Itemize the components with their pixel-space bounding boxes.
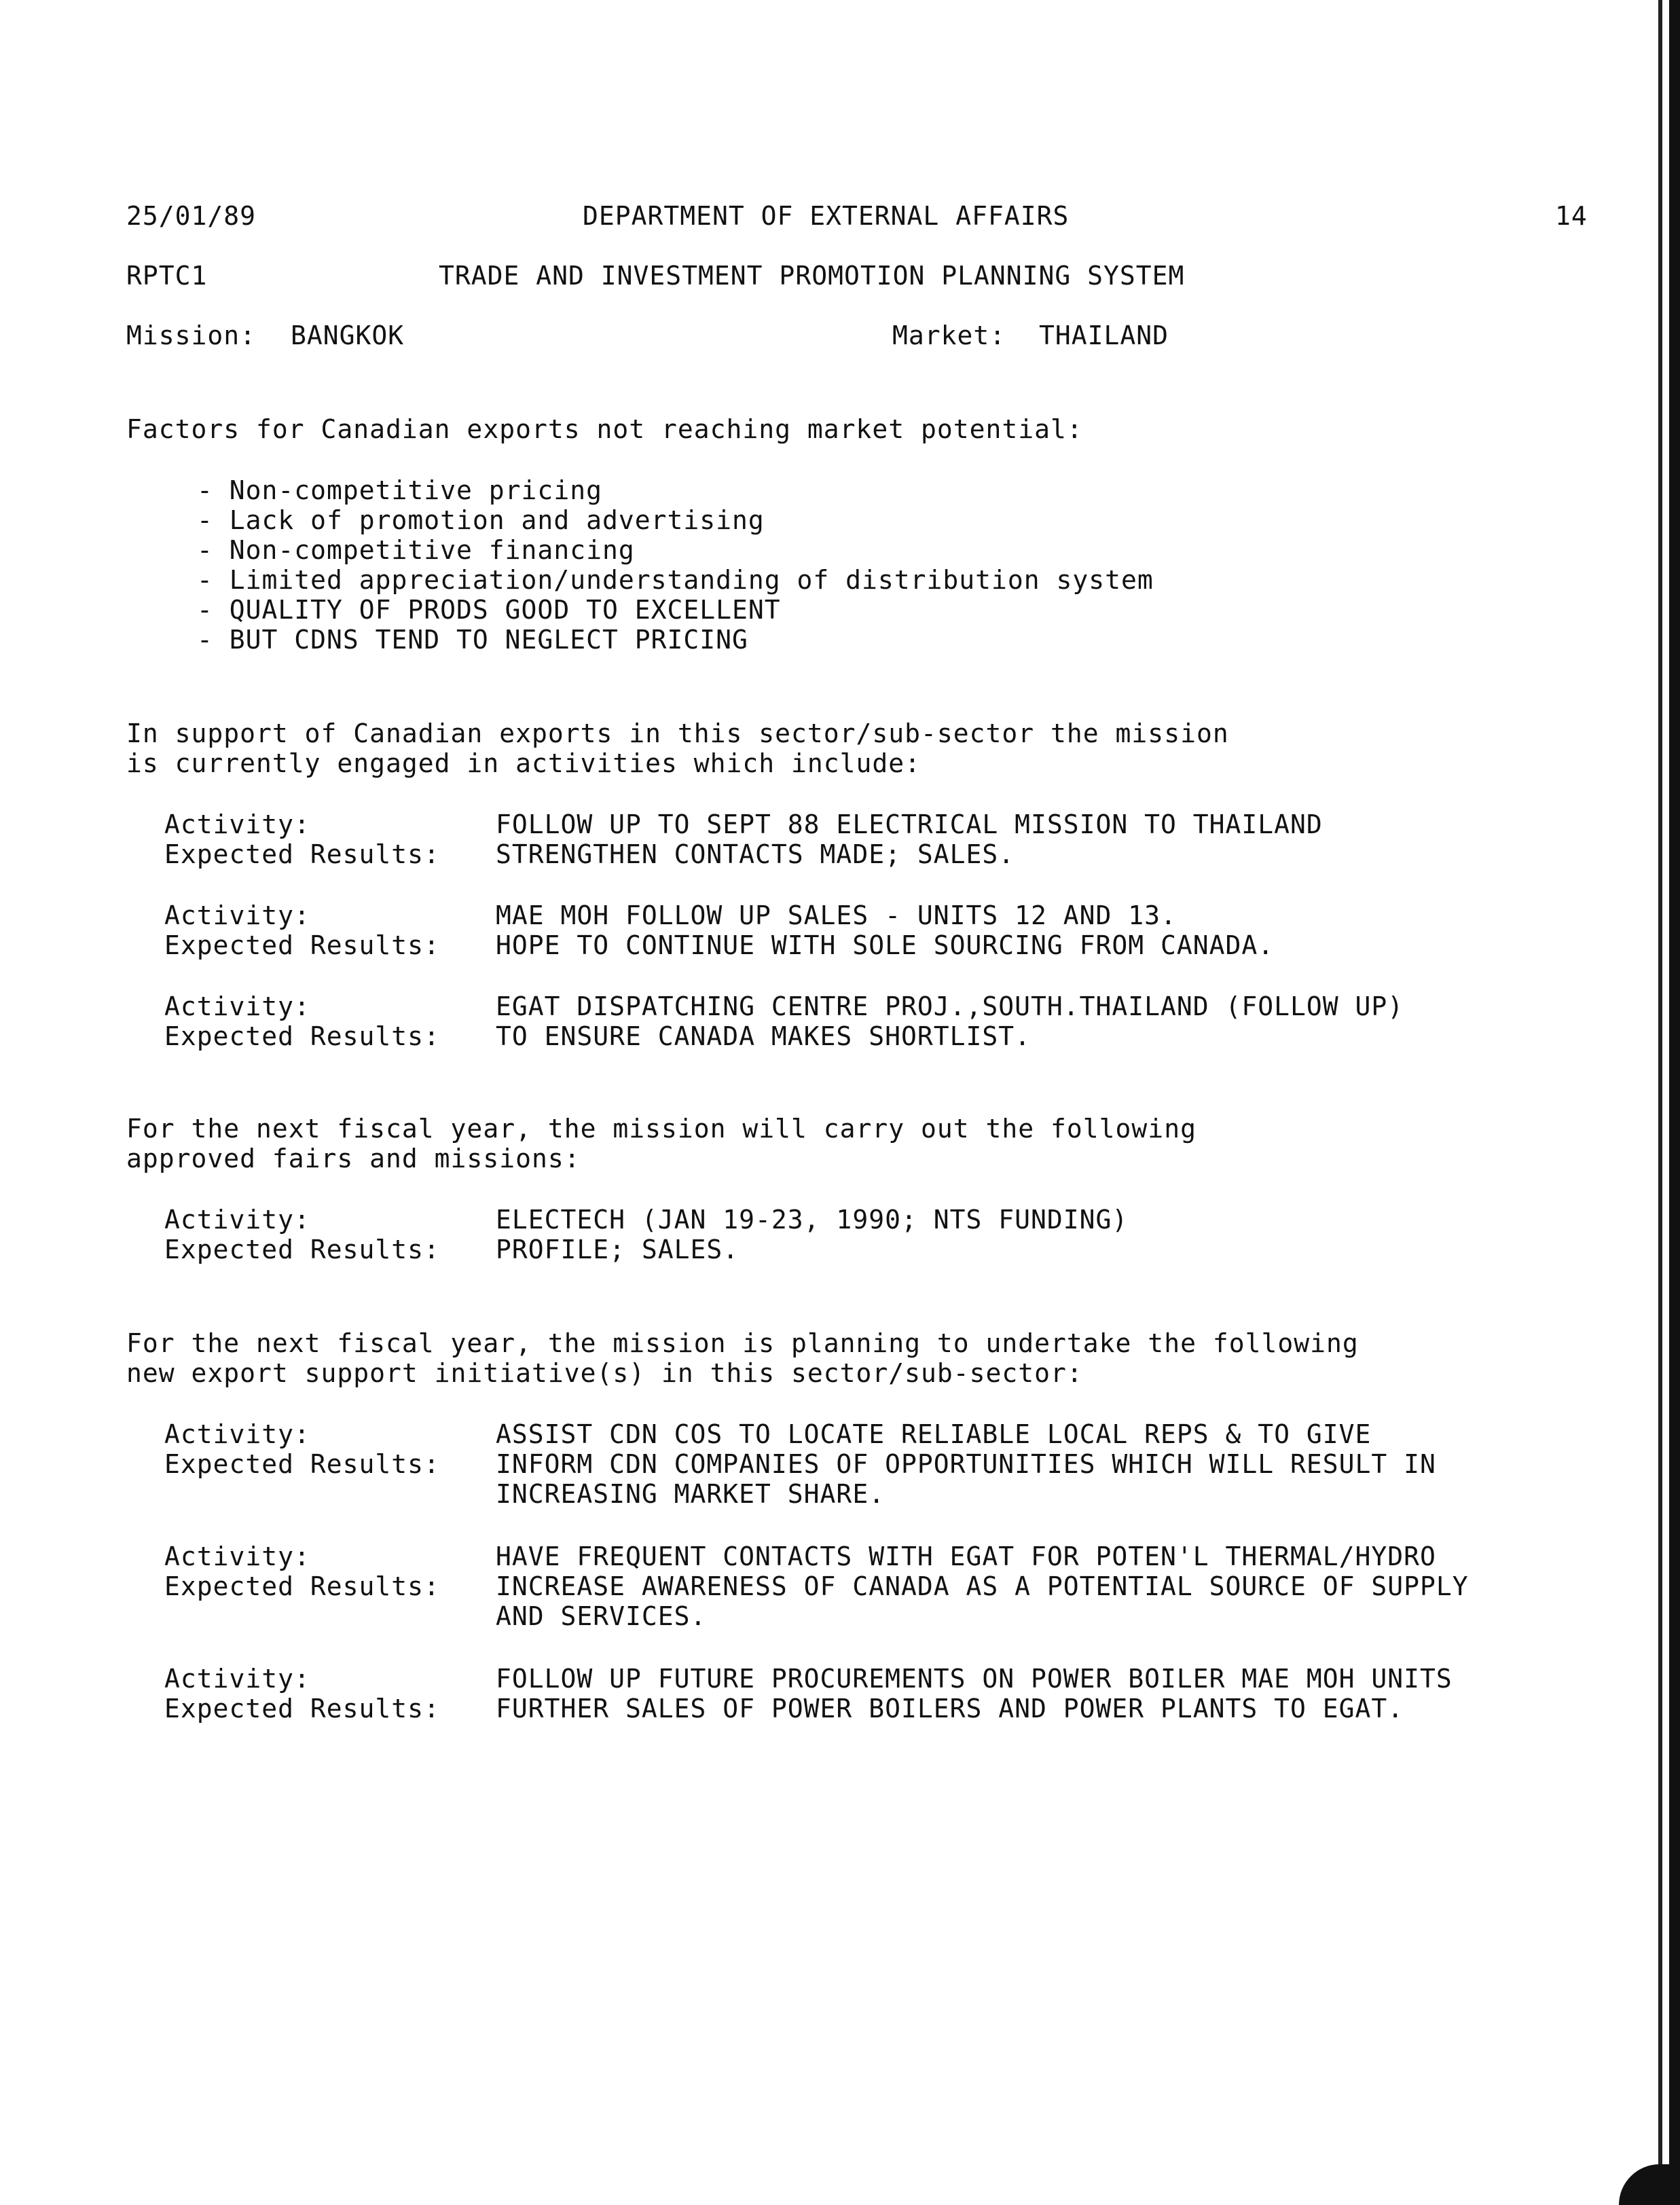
mission-label: Mission: xyxy=(126,321,257,350)
list-item: - BUT CDNS TEND TO NEGLECT PRICING xyxy=(197,625,748,655)
activity-label: Activity: xyxy=(164,900,310,930)
expected-results-text: INFORM CDN COMPANIES OF OPPORTUNITIES WHICH WILL RESULT IN xyxy=(496,1449,1436,1479)
system-title: TRADE AND INVESTMENT PROMOTION PLANNING SYSTEM xyxy=(439,261,1185,291)
expected-results-label: Expected Results: xyxy=(164,839,440,869)
list-item: - Non-competitive financing xyxy=(197,535,635,565)
activity-label: Activity: xyxy=(164,1664,310,1694)
activity-text: HAVE FREQUENT CONTACTS WITH EGAT FOR POTEN'L THERMAL/HYDRO xyxy=(496,1542,1436,1571)
expected-results-text: PROFILE; SALES. xyxy=(496,1235,739,1264)
activity-label: Activity: xyxy=(164,1419,310,1449)
page-binding-edge xyxy=(1649,0,1680,2205)
expected-results-label: Expected Results: xyxy=(164,1694,440,1724)
page-number: 14 xyxy=(1555,201,1588,231)
list-item: - Limited appreciation/understanding of distribution system xyxy=(197,565,1154,595)
expected-results-text: STRENGTHEN CONTACTS MADE; SALES. xyxy=(496,839,1015,869)
activity-text: FOLLOW UP FUTURE PROCUREMENTS ON POWER BOILER MAE MOH UNITS xyxy=(496,1664,1453,1694)
report-code: RPTC1 xyxy=(126,261,208,291)
activity-label: Activity: xyxy=(164,1205,310,1235)
expected-results-label: Expected Results: xyxy=(164,1571,440,1601)
expected-results-text: AND SERVICES. xyxy=(496,1601,707,1631)
mission-value: BANGKOK xyxy=(291,321,405,350)
initiatives-intro-line-1: For the next fiscal year, the mission is planning to undertake the following xyxy=(126,1328,1359,1358)
market-value: THAILAND xyxy=(1039,321,1169,350)
activity-text: ASSIST CDN COS TO LOCATE RELIABLE LOCAL REPS & TO GIVE xyxy=(496,1419,1372,1449)
list-item: - Lack of promotion and advertising xyxy=(197,505,765,535)
current-intro-line-2: is currently engaged in activities which include: xyxy=(126,748,921,778)
initiatives-intro-line-2: new export support initiative(s) in this sector/sub-sector: xyxy=(126,1358,1083,1388)
expected-results-label: Expected Results: xyxy=(164,1235,440,1264)
expected-results-text: INCREASE AWARENESS OF CANADA AS A POTENTIAL SOURCE OF SUPPLY xyxy=(496,1571,1469,1601)
activity-label: Activity: xyxy=(164,1542,310,1571)
expected-results-label: Expected Results: xyxy=(164,1021,440,1051)
fairs-intro-line-2: approved fairs and missions: xyxy=(126,1144,581,1173)
factors-heading: Factors for Canadian exports not reaching market potential: xyxy=(126,414,1083,444)
activity-text: ELECTECH (JAN 19-23, 1990; NTS FUNDING) xyxy=(496,1205,1129,1235)
report-date: 25/01/89 xyxy=(126,201,257,231)
activity-text: MAE MOH FOLLOW UP SALES - UNITS 12 AND 13. xyxy=(496,900,1177,930)
current-intro-line-1: In support of Canadian exports in this sector/sub-sector the mission xyxy=(126,718,1229,748)
expected-results-text: INCREASING MARKET SHARE. xyxy=(496,1479,885,1509)
activity-label: Activity: xyxy=(164,809,310,839)
expected-results-text: FURTHER SALES OF POWER BOILERS AND POWER PLANTS TO EGAT. xyxy=(496,1694,1404,1724)
activity-text: EGAT DISPATCHING CENTRE PROJ.,SOUTH.THAILAND (FOLLOW UP) xyxy=(496,991,1404,1021)
market-label: Market: xyxy=(892,321,1006,350)
activity-text: FOLLOW UP TO SEPT 88 ELECTRICAL MISSION TO THAILAND xyxy=(496,809,1323,839)
page-binding-corner xyxy=(1619,2164,1680,2205)
expected-results-text: TO ENSURE CANADA MAKES SHORTLIST. xyxy=(496,1021,1031,1051)
department-name: DEPARTMENT OF EXTERNAL AFFAIRS xyxy=(583,201,1070,231)
fairs-intro-line-1: For the next fiscal year, the mission will carry out the following xyxy=(126,1114,1197,1144)
expected-results-text: HOPE TO CONTINUE WITH SOLE SOURCING FROM CANADA. xyxy=(496,930,1275,960)
activity-label: Activity: xyxy=(164,991,310,1021)
list-item: - QUALITY OF PRODS GOOD TO EXCELLENT xyxy=(197,595,781,625)
expected-results-label: Expected Results: xyxy=(164,930,440,960)
list-item: - Non-competitive pricing xyxy=(197,475,602,505)
expected-results-label: Expected Results: xyxy=(164,1449,440,1479)
